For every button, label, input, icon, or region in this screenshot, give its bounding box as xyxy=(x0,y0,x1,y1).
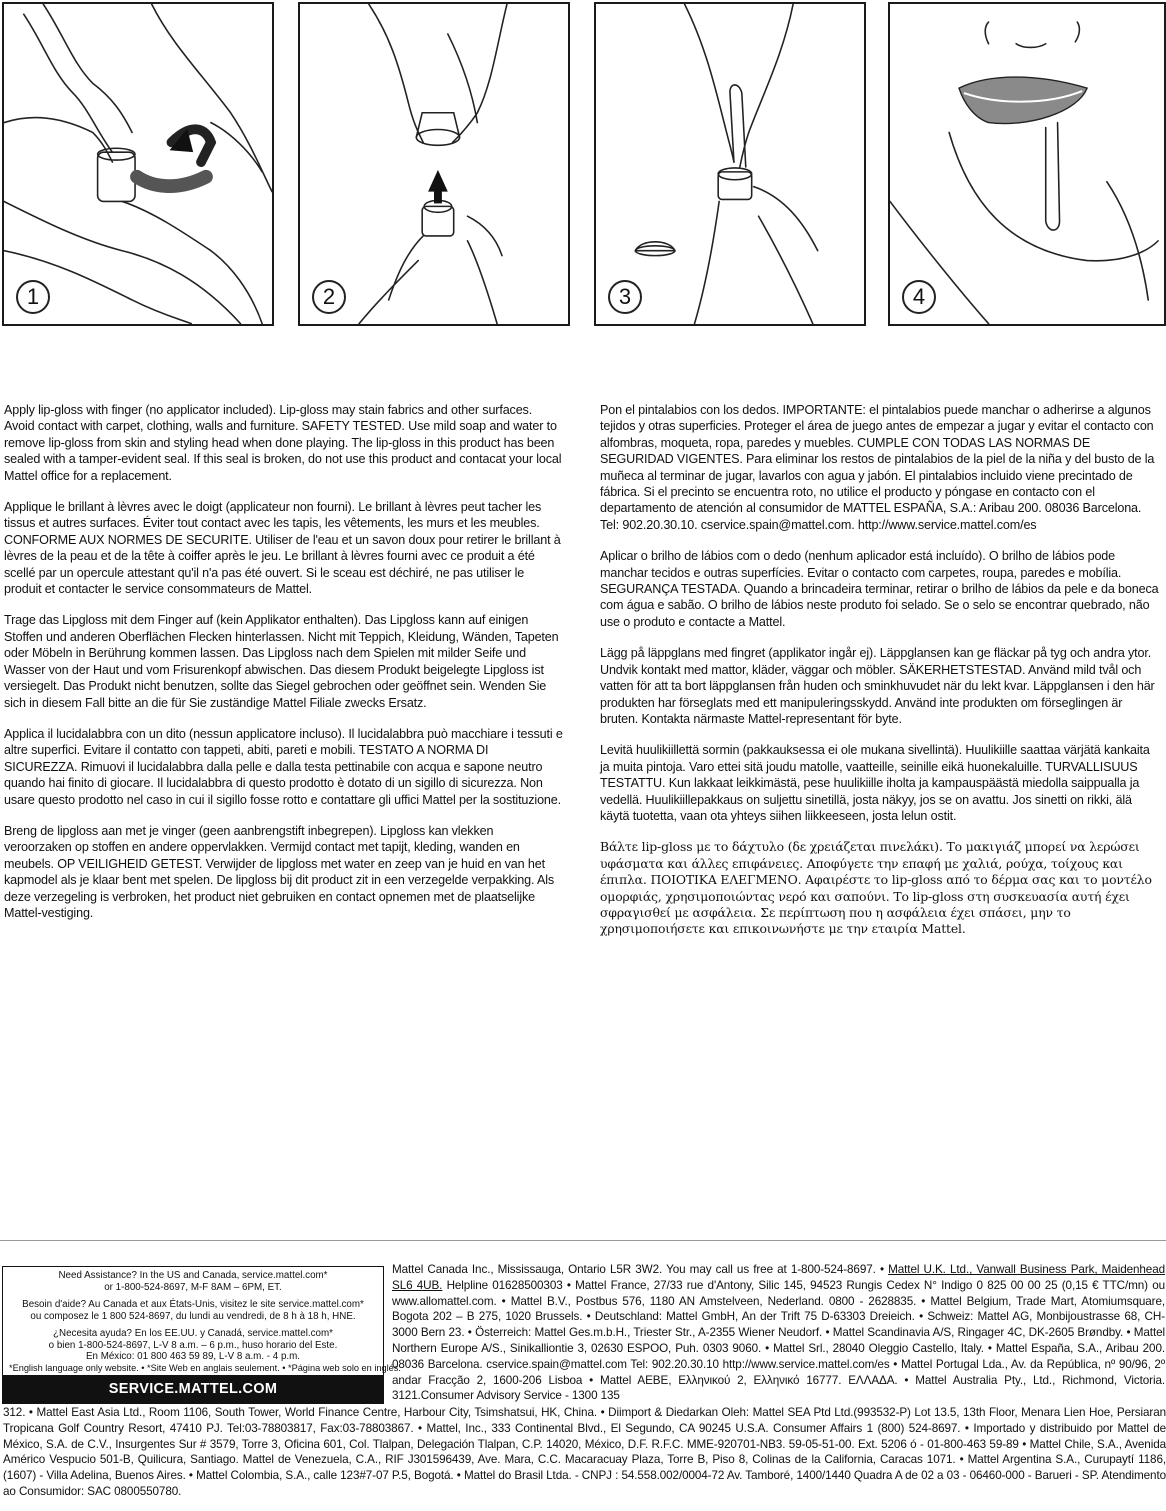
help-line: Besoin d'aide? Au Canada et aux États-Unis, visitez le site service.mattel.com* xyxy=(22,1299,364,1310)
address-text: Mattel Canada Inc., Mississauga, Ontario L5R 3W2. You may call us free at 1-800-524-8697. • xyxy=(392,1263,889,1276)
instruction-pt: Aplicar o brilho de lábios com o dedo (nenhum aplicador está incluído). O brilho de lábios pode manchar tecidos e outras superfícies. Evitar o contacto com carpetes, roupa, paredes e mobília. SEGURANÇA TESTADA. Quando a brincadeira terminar, retirar o brilho de lábios da pele e da boneca com água e sabão. O brilho de lábios neste produto foi selado. Se o selo se encontrar quebrado, não use o produto e contacte a Mattel. xyxy=(600,549,1159,629)
step-4-panel xyxy=(888,2,1166,326)
mattel-addresses-top xyxy=(392,1262,1165,1404)
help-line: Need Assistance? In the US and Canada, service.mattel.com* xyxy=(58,1270,328,1281)
apply-to-lips-illustration xyxy=(890,4,1164,324)
instruction-nl: Breng de lipgloss aan met je vinger (geen aanbrengstift inbegrepen). Lipgloss kan vlekken veroorzaken op stoffen en andere oppervlakken. Vermijd contact met tapijt, kleding, wanden en meubels. OP VEILIGHEID GETEST. Verwijder de lipgloss met water en zeep van je huid en van het kapmodel als je klaar bent met spelen. De lipgloss bij dit product zit in een verzegelde verpakking. Als deze verzegeling is verbroken, het product niet gebruiken en contact opnemen met de plaatselijke Mattel-vestiging. xyxy=(4,823,555,920)
mattel-uk-address: Mattel U.K. Ltd., Vanwall Business Park, Maidenhead SL6 4UB. xyxy=(392,1263,1165,1292)
address-text: Helpline 01628500303 • Mattel France, 27/33 rue d'Antony, Silic 145, 94523 Rungis Cedex N° Indigo 0 825 00 00 25 (0,15 € TTC/mn) ou www.allomattel.com. • Mattel B.V., Postbus 576, 1180 AN Amstelveen, Nederland. 0800 - 2628835. • Mattel Belgium, Trade Mart, Atomiumsquare, Bogota 202 – B 275, 1020 Brussels. • Deutschland: Mattel GmbH, An der Trift 75 D-63303 Dreieich. • Schweiz: Mattel AG, Monbijoustrasse 68, CH-3000 Bern 23. • Österreich: Mattel Ges.m.b.H., Triester Str., A-2355 Wiener Neudorf. • Mattel Scandinavia A/S, Ringager 4C, DK-2605 Brøndby. • Mattel Northern Europe A/S., Sinikalliontie 3, 02630 ESPOO, Puh. 0303 9060. • Mattel Srl., 28040 Oleggio Castello, Italy. • Mattel España, S.A., Aribau 200. 08036 Barcelona. cservice.spain@mattel.com Tel: 902.20.30.10 http://www.service.mattel.com/es • Mattel Portugal Lda., Av. da República, nº 90/96, 2º andar Fracção 2, 1600-206 Lisboa • Mattel AEBE, Ελληνικού 2, Ελληνικό 16777. ΕΛΛΑΔΑ. • Mattel Australia Pty., Ltd., Richmond, Victoria. 3121.Consumer Advisory Service - 1300 135 xyxy=(392,1278,1165,1403)
instruction-sv: Lägg på läppglans med fingret (applikator ingår ej). Läppglansen kan ge fläckar på tyg och andra ytor. Undvik kontakt med mattor, kläder, väggar och möbler. SÄKERHETSTESTAD. Använd mild tvål och vatten för att ta bort läppglansen från huden och sminkhuvudet när du lekt kvar. Läppglansen i den här produkten har förseglats med ett manipuleringsskydd. Använd inte produkten om förseglingen är bruten. Kontakta närmaste Mattel-representant för byte. xyxy=(600,646,1155,726)
instruction-de: Trage das Lipgloss mit dem Finger auf (kein Applikator enthalten). Das Lipgloss kann auf einigen Stoffen und anderen Oberflächen Flecken hinterlassen. Nicht mit Teppich, Kleidung, Wänden, Tapeten oder Möbeln in Berührung kommen lassen. Das Lipgloss nach dem Spielen mit milder Seife und Wasser von der Haut und vom Frisurenkopf abwischen. Das diesem Produkt beigelegte Lipgloss ist versiegelt. Das Produkt nicht benutzen, sollte das Siegel gebrochen oder geöffnet sein. Wenden Sie sich in diesem Fall bitte an die für Sie zuständige Mattel Filiale zwecks Ersatz. xyxy=(4,613,559,710)
twist-open-cap-illustration xyxy=(4,4,272,324)
help-line: or 1-800-524-8697, M-F 8AM – 6PM, ET. xyxy=(104,1281,282,1293)
step-1-panel xyxy=(2,2,274,326)
step-number: 3 xyxy=(608,280,642,314)
service-url-banner[interactable]: SERVICE.MATTEL.COM xyxy=(3,1375,383,1403)
step-number: 1 xyxy=(16,280,50,314)
step-number: 2 xyxy=(312,280,346,314)
instruction-fi: Levitä huulikiillettä sormin (pakkauksessa ei ole mukana sivellintä). Huulikiille saattaa värjätä kankaita ja muita pintoja. Varo ettei sitä joudu matolle, vaatteille, seinille eikä huonekaluille. TURVALLISUUS TESTATTU. Kun lakkaat leikkimästä, pese huulikiille iholta ja kampauspäästä miedolla saippualla ja vedellä. Huulikiillepakkaus on suljettu sinetillä, josta näkyy, jos se on avattu. Jos sinetti on rikki, älä käytä tuotetta, vaan ota yhteys siihen liikkeeseen, josta lelun ostit. xyxy=(600,743,1150,823)
instruction-es: Pon el pintalabios con los dedos. IMPORTANTE: el pintalabios puede manchar o adherirse a algunos tejidos y otras superficies. Proteger el área de juego antes de empezar a jugar y evitar el contacto con alfombras, moqueta, ropa, paredes y muebles. CUMPLE CON TODAS LAS NORMAS DE SEGURIDAD VIGENTES. Para eliminar los restos de pintalabios de la piel de la niña y del busto de la muñeca al terminar de jugar, lavarlos con agua y jabón. El pintalabios incluido viene precintado de fábrica. Si el precinto se encuentra roto, no utilice el producto y póngase en contacto con el departamento de atención al consumidor de MATTEL ESPAÑA, S.A.: Aribau 200. 08036 Barcelona. Tel: 902.20.30.10. cservice.spain@mattel.com. http://www.service.mattel.com/es xyxy=(600,403,1155,532)
help-footnote: *English language only website. • *Site Web en anglais seulement. • *Página web solo en inglés. xyxy=(9,1362,401,1373)
instruction-it: Applica il lucidalabbra con un dito (nessun applicatore incluso). Il lucidalabbra può macchiare i tessuti e altre superfici. Evitare il contatto con tappeti, abiti, pareti e mobili. TESTATO A NORMA DI SICUREZZA. Rimuovi il lucidalabbra dalla pelle e dalla testa pettinabile con acqua e sapone neutro quando hai finito di giocare. Il lucidalabbra di questo prodotto è dotato di un sigillo di sicurezza. Non usare questo prodotto nel caso in cui il sigillo fosse rotto e contattare gli uffici Mattel per la sostituzione. xyxy=(4,726,563,807)
help-line: o bien 1-800-524-8697, L-V 8 a.m. – 6 p.m., huso horario del Este. xyxy=(48,1339,338,1351)
divider xyxy=(0,1240,1166,1241)
help-line: ¿Necesita ayuda? En los EE.UU. y Canadá, service.mattel.com* xyxy=(53,1328,333,1339)
customer-service-box xyxy=(2,1266,401,1404)
instruction-fr: Applique le brillant à lèvres avec le doigt (applicateur non fourni). Le brillant à lèvres peut tacher les tissus et autres surfaces. Éviter tout contact avec les tapis, les vêtements, les murs et les meubles. CONFORME AUX NORMES DE SECURITE. Utiliser de l'eau et un savon doux pour retirer le brillant à lèvres de la peau et de la tête à coiffer après le jeu. Le brillant à lèvres fourni avec ce produit a été scellé par un opercule attestant qu'il n'a pas été ouvert. Si le sceau est déchiré, ne pas utiliser le produit et contacter le service consommateurs de Mattel. xyxy=(4,500,561,597)
step-3-panel xyxy=(594,2,866,326)
finger-in-gloss-illustration xyxy=(596,4,864,324)
step-number: 4 xyxy=(902,280,936,314)
lift-cap-illustration xyxy=(300,4,568,324)
help-line: ou composez le 1 800 524-8697, du lundi au vendredi, de 8 h à 18 h, HNE. xyxy=(30,1310,356,1322)
mattel-addresses-bottom: 312. • Mattel East Asia Ltd., Room 1106, South Tower, World Finance Centre, Harbour City, Tsimshatsui, HK, China. • Diimport & Diedarkan Oleh: Mattel SEA Ptd Ltd.(993532-P) Lot 13.5, 13th Floor, Menara Lien Hoe, Persiaran Tropicana Golf Country Resort, 47410 PJ. Tel:03-78803817, Fax:03-78803867. • Mattel, Inc., 333 Continental Blvd., El Segundo, CA 90245 U.S.A. Consumer Affairs 1 (800) 524-8697. • Importado y distribuido por Mattel de México, S.A. de C.V., Insurgentes Sur # 3579, Torre 3, Oficina 601, Col. Tlalpan, Delegación Tlalpan, C.P. 14020, México, D.F. R.F.C. MME-920701-NB3. 59-05-51-00. Ext. 5206 ó - 01-800-463 59-89 • Mattel Chile, S.A., Avenida Américo Vespucio 501-B, Quilicura, Santiago. Mattel de Venezuela, C.A., RIF J301596439, Ave. Mara, C.C. Macaracuay Plaza, Torre B, Piso 8, Colinas de la California, Caracas 1071. • Mattel Argentina S.A., Curupaytí 1186, (1607) - Villa Adelina, Buenos Aires. • Mattel Colombia, S.A., calle 123#7-07 P.5, Bogotá. • Mattel do Brasil Ltda. - CNPJ : 54.558.002/0004-72 Av. Tamboré, 1400/1440 Quadra A de 02 a 03 - 06460-000 - Barueri - SP. Atendimento ao Consumidor: SAC 0800550780. xyxy=(3,1406,1166,1498)
step-2-panel xyxy=(298,2,570,326)
help-line: En México: 01 800 463 59 89, L-V 8 a.m. - 4 p.m. xyxy=(85,1351,300,1362)
instruction-el: Βάλτε lip-gloss με το δάχτυλο (δε χρειάζεται πινελάκι). Το μακιγιάζ μπορεί να λερώσει υφάσματα και άλλες επιφάνειες. Αποφύγετε την επαφή με χαλιά, ρούχα, τοίχους και έπιπλα. ΠΟΙΟΤΙΚΑ ΕΛΕΓΜΕΝΟ. Αφαιρέστε το lip-gloss από το δέρμα σας και το μοντέλο ομορφιάς, χρησιμοποιώντας νερό και σαπούνι. Το lip-gloss στη συσκευασία αυτή έχει σφραγισθεί με ασφάλεια. Σε περίπτωση που η ασφάλεια έχει σπάσει, μην το χρησιμοποιήσετε και επικοινωνήστε με την εταιρία Mattel. xyxy=(600,839,1152,937)
instructions-left-column xyxy=(4,402,564,936)
instruction-en: Apply lip-gloss with finger (no applicator included). Lip-gloss may stain fabrics and other surfaces. Avoid contact with carpet, clothing, walls and furniture. SAFETY TESTED. Use mild soap and water to remove lip-gloss from skin and styling head when done playing. The lip-gloss in this product has been sealed with a tamper-evident seal. If this seal is broken, do not use this product and contacat your local Mattel office for a replacement. xyxy=(4,403,562,483)
instructions-right-column xyxy=(600,402,1160,953)
